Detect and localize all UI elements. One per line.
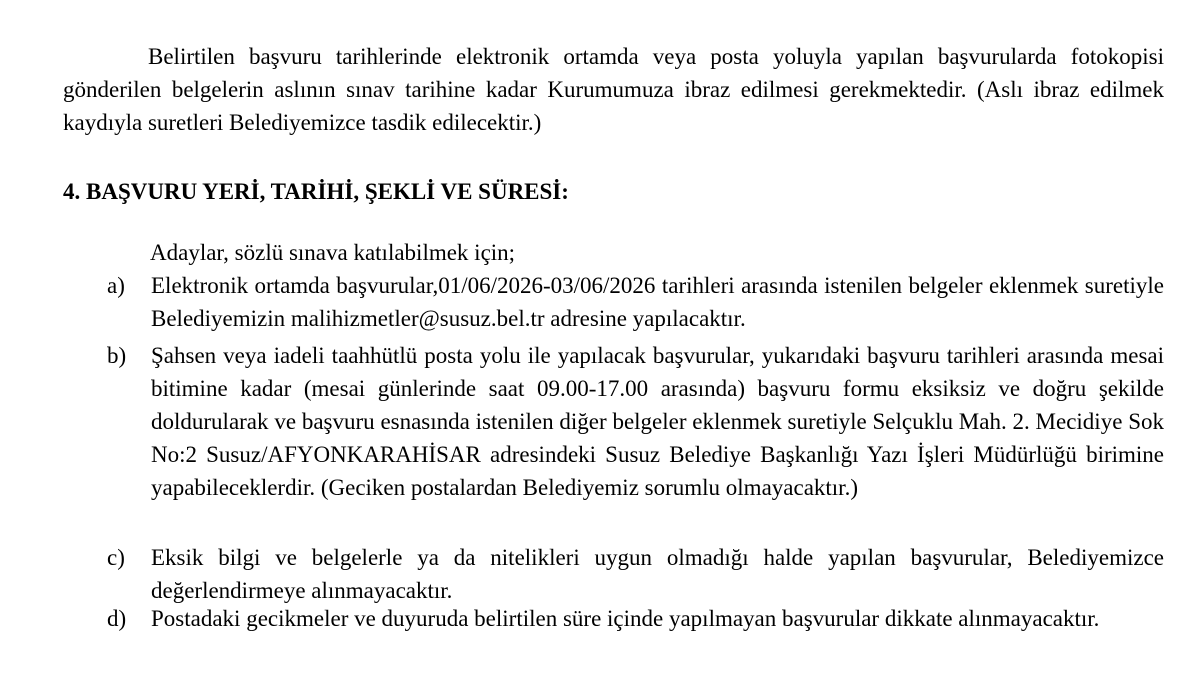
intro-paragraph: Belirtilen başvuru tarihlerinde elektronik ortamda veya posta yoluyla yapılan başvurularda fotokopisi gönderilen belgelerin aslının sınav tarihine kadar Kurumumuza ibraz edilmesi gerekmektedir. (Aslı ibraz edilmek kaydıyla suretleri Belediyemizce tasdik edilecektir.)	[63, 44, 1164, 135]
list-item-c	[107, 541, 1164, 607]
list-marker-b: b)	[107, 343, 127, 368]
list-marker-c: c)	[107, 545, 125, 570]
list-item-a	[107, 269, 1164, 335]
lead-text: Adaylar, sözlü sınava katılabilmek için;	[150, 240, 516, 265]
list-item-b	[107, 339, 1164, 504]
list-item-d	[107, 602, 1164, 635]
list-marker-a: a)	[107, 273, 125, 298]
list-marker-d: d)	[107, 606, 127, 631]
section-heading: 4. BAŞVURU YERİ, TARİHİ, ŞEKLİ VE SÜRESİ:	[63, 179, 569, 204]
list-text-b: Şahsen veya iadeli taahhütlü posta yolu ile yapılacak başvurular, yukarıdaki başvuru tarihleri arasında mesai bitimine kadar (mesai günlerinde saat 09.00-17.00 arasında) başvuru formu eksiksiz ve doğru şekilde doldurularak ve başvuru esnasında istenilen diğer belgeler eklenmek suretiyle Selçuklu Mah. 2. Mecidiye Sok No:2 Susuz/AFYONKARAHİSAR adresindeki Susuz Belediye Başkanlığı Yazı İşleri Müdürlüğü birimine yapabileceklerdir. (Geciken postalardan Belediyemiz sorumlu olmayacaktır.)	[151, 343, 1164, 500]
list-text-d: Postadaki gecikmeler ve duyuruda belirtilen süre içinde yapılmayan başvurular dikkate alınmayacaktır.	[151, 606, 1100, 631]
list-text-a: Elektronik ortamda başvurular,01/06/2026-03/06/2026 tarihleri arasında istenilen belgeler eklenmek suretiyle Belediyemizin malihizmetler@susuz.bel.tr adresine yapılacaktır.	[151, 273, 1164, 331]
list-text-c: Eksik bilgi ve belgelerle ya da nitelikleri uygun olmadığı halde yapılan başvurular, Belediyemizce değerlendirmeye alınmayacaktır.	[151, 545, 1164, 603]
